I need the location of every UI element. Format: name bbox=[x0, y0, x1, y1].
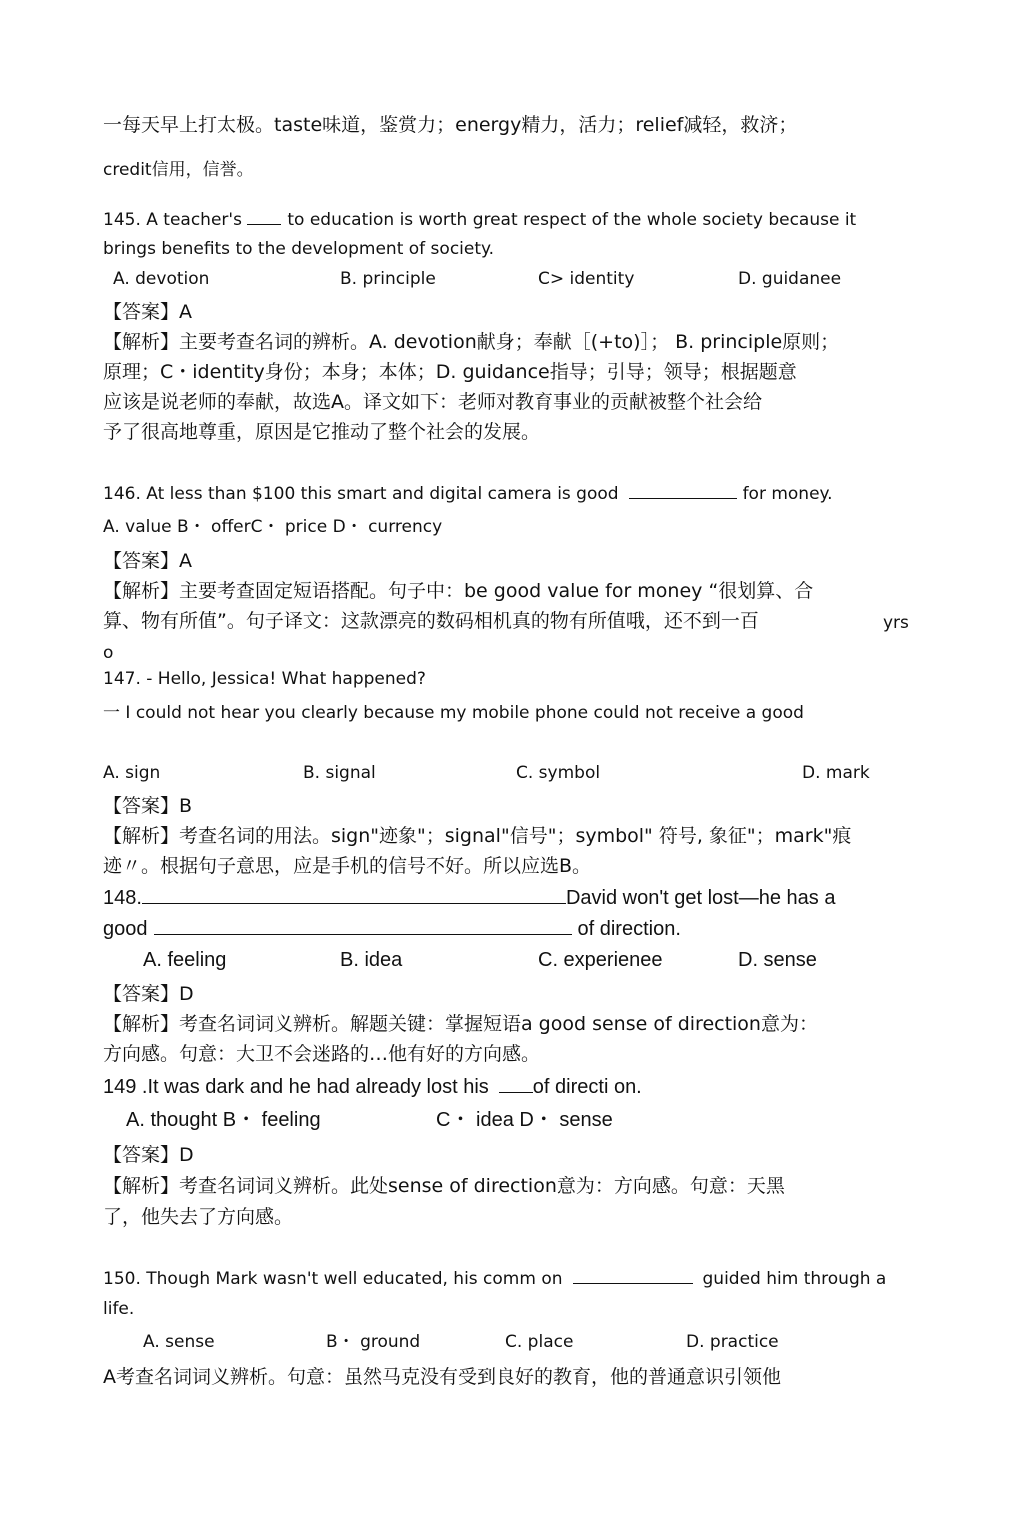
answer-blank bbox=[573, 1282, 693, 1284]
option-b: B. idea bbox=[340, 949, 403, 971]
question-text: 146. At less than $100 this smart and digital camera is good bbox=[103, 484, 619, 504]
question-text: 149 .It was dark and he had already lost his bbox=[103, 1076, 489, 1098]
answer-blank bbox=[154, 933, 572, 935]
option-d: D. sense bbox=[738, 949, 817, 971]
question-text bbox=[103, 916, 681, 942]
option-a: A. feeling bbox=[143, 949, 227, 971]
option-d: D. guidanee bbox=[738, 269, 842, 289]
question-text: of direction. bbox=[577, 918, 681, 940]
explanation-line: 应该是说老师的奉献，故选A。译文如下：老师对教育事业的贡献被整个社会给 bbox=[103, 391, 762, 413]
explanation-line: 【解析】考查名词的用法。sign"迹象"；signal"信号"；symbol" 符号, 象征"；mark"痕 bbox=[103, 825, 852, 847]
question-146 bbox=[103, 481, 833, 507]
question-text: of directi on. bbox=[532, 1076, 642, 1098]
answer-blank bbox=[629, 497, 737, 499]
question-150 bbox=[103, 1266, 886, 1292]
explanation-line: 予了很高地尊重，原因是它推动了整个社会的发展。 bbox=[103, 421, 541, 443]
question-145 bbox=[103, 207, 856, 233]
explanation-line: 算、物有所值”。句子译文：这款漂亮的数码相机真的物有所值哦，还不到一百 bbox=[103, 610, 759, 632]
question-148 bbox=[103, 885, 835, 911]
option-d: D. practice bbox=[686, 1332, 779, 1352]
question-text: 150. Though Mark wasn't well educated, his comm on bbox=[103, 1269, 563, 1289]
question-text: for money. bbox=[742, 484, 833, 504]
explanation-line: 方向感。句意：大卫不会迷路的…他有好的方向感。 bbox=[103, 1043, 541, 1065]
explanation-line: 迹〃。根据句子意思，应是手机的信号不好。所以应选B。 bbox=[103, 855, 592, 877]
explanation-line: 【解析】考查名词词义辨析。解题关键：掌握短语a good sense of direction意为： bbox=[103, 1013, 818, 1035]
question-149 bbox=[103, 1074, 642, 1100]
explanation-line: o bbox=[103, 643, 114, 663]
explanation-line: 【解析】主要考查名词的辨析。A. devotion献身；奉献［(+to)］； B. principle原则； bbox=[103, 331, 840, 353]
option-b: B・ ground bbox=[326, 1332, 421, 1352]
question-text: 一 I could not hear you clearly because my mobile phone could not receive a good bbox=[103, 703, 804, 723]
option-a: A. devotion bbox=[113, 269, 210, 289]
question-text: life. bbox=[103, 1299, 135, 1319]
answer-line: 【答案】A bbox=[103, 550, 192, 572]
answer-blank bbox=[247, 223, 281, 225]
option-d: D. mark bbox=[802, 763, 870, 783]
answer-line: 【答案】B bbox=[103, 795, 193, 817]
option-b: B. principle bbox=[340, 269, 436, 289]
explanation-line: 【解析】主要考查固定短语搭配。句子中：be good value for money “很划算、合 bbox=[103, 580, 814, 602]
option-a: A. sense bbox=[143, 1332, 215, 1352]
explanation-line: 原理；C・identity身份；本身；本体；D. guidance指导；引导；领导；根据题意 bbox=[103, 361, 797, 383]
question-text: guided him through a bbox=[702, 1269, 887, 1289]
explanation-line: 了，他失去了方向感。 bbox=[103, 1206, 294, 1228]
text-line: 一每天早上打太极。taste味道，鉴赏力；energy精力，活力；relief减轻，救济； bbox=[103, 114, 798, 136]
question-text: David won't get lost—he has a bbox=[565, 887, 836, 909]
explanation-line: A考查名词词义辨析。句意：虽然马克没有受到良好的教育，他的普通意识引领他 bbox=[103, 1366, 781, 1388]
answer-blank bbox=[142, 902, 566, 904]
question-text: 145. A teacher's bbox=[103, 210, 248, 230]
explanation-fragment: yrs bbox=[883, 613, 909, 633]
option-c: C> identity bbox=[538, 269, 635, 289]
question-147: 147. - Hello, Jessica! What happened? bbox=[103, 669, 426, 689]
options-line: A. value B・ offerC・ price D・ currency bbox=[103, 517, 443, 537]
text-line: brings benefits to the development of society. bbox=[103, 239, 495, 259]
option-b: B. signal bbox=[303, 763, 376, 783]
explanation-line: 【解析】考查名词词义辨析。此处sense of direction意为：方向感。句意：天黑 bbox=[103, 1175, 785, 1197]
question-text: to education is worth great respect of the whole society because it bbox=[287, 210, 857, 230]
answer-blank bbox=[499, 1091, 533, 1093]
text-line: credit信用，信誉。 bbox=[103, 160, 254, 180]
option-a: A. sign bbox=[103, 763, 161, 783]
answer-line: 【答案】D bbox=[103, 983, 194, 1005]
options-line: C・ idea D・ sense bbox=[436, 1109, 613, 1131]
options-line: A. thought B・ feeling bbox=[126, 1109, 321, 1131]
option-c: C. symbol bbox=[516, 763, 601, 783]
question-number: 148. bbox=[103, 887, 142, 909]
answer-line: 【答案】D bbox=[103, 1144, 194, 1166]
option-c: C. experienee bbox=[538, 949, 663, 971]
answer-line: 【答案】A bbox=[103, 301, 192, 323]
question-text: good bbox=[103, 918, 148, 940]
option-c: C. place bbox=[505, 1332, 574, 1352]
